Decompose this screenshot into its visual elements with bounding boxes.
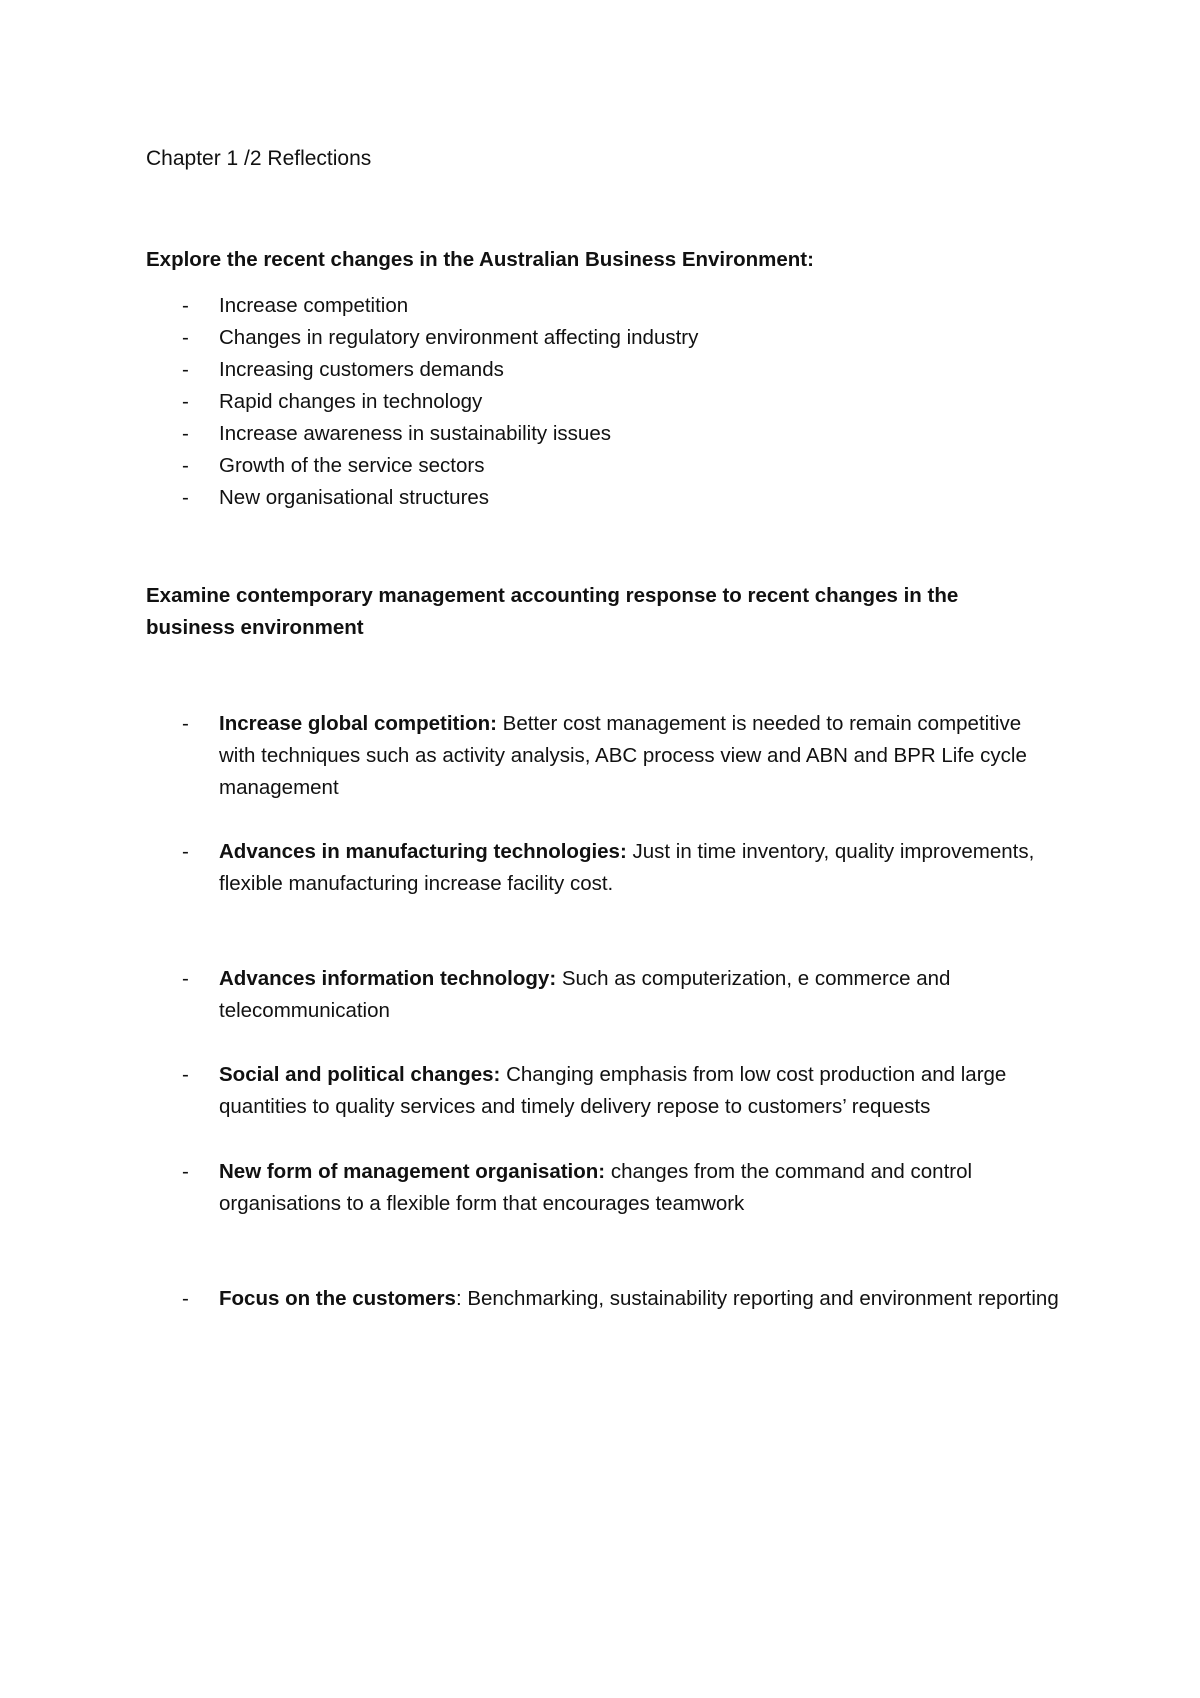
section2-heading: Examine contemporary management accounting response to recent changes in the business environment [146, 584, 959, 639]
bullet-dash: - [182, 712, 189, 735]
bullet-dash: - [182, 967, 189, 990]
list-item-text: Rapid changes in technology [219, 390, 483, 413]
list-item-text: Changing emphasis from low cost production and large quantities to quality services and timely delivery repose to customers’ requests [219, 1063, 1007, 1118]
list-item [0, 1059, 1059, 1123]
bullet-dash: - [182, 422, 189, 445]
list-item [0, 322, 1059, 354]
list-item-text: Growth of the service sectors [219, 454, 485, 477]
list-item-text: Increasing customers demands [219, 358, 504, 381]
list-item-term: Increase global competition: [219, 712, 497, 735]
bullet-dash: - [182, 390, 189, 413]
document-title: Chapter 1 /2 Reflections [146, 147, 372, 170]
list-item-text: New organisational structures [219, 486, 490, 509]
list-item [0, 418, 1059, 450]
list-item [0, 1283, 1059, 1315]
bullet-dash: - [182, 1160, 189, 1183]
list-item [0, 708, 1059, 804]
bullet-dash: - [182, 486, 189, 509]
section1-heading: Explore the recent changes in the Australian Business Environment: [146, 248, 814, 271]
list-item-text: Changes in regulatory environment affecting industry [219, 326, 699, 349]
list-item [0, 450, 1059, 482]
list-item [0, 963, 1059, 1027]
list-item [0, 354, 1059, 386]
list-item-term: Social and political changes: [219, 1063, 501, 1086]
bullet-dash: - [182, 1063, 189, 1086]
bullet-dash: - [182, 294, 189, 317]
list-item-text: Better cost management is needed to remain competitive with techniques such as activity analysis, ABC process view and ABN and BPR Life cycle management [219, 712, 1027, 799]
list-item-text: Just in time inventory, quality improvements, flexible manufacturing increase facility cost. [219, 840, 1035, 895]
list-item-term: Advances in manufacturing technologies: [219, 840, 627, 863]
list-item-text: changes from the command and control organisations to a flexible form that encourages teamwork [219, 1160, 973, 1215]
list-item [0, 836, 1059, 900]
bullet-dash: - [182, 1287, 189, 1310]
list-item-term: Advances information technology: [219, 967, 557, 990]
bullet-dash: - [182, 326, 189, 349]
list-item [0, 1156, 1059, 1220]
list-item [0, 290, 1059, 322]
bullet-dash: - [182, 358, 189, 381]
section1-list [0, 290, 1200, 514]
bullet-dash: - [182, 454, 189, 477]
list-item [0, 386, 1059, 418]
bullet-dash: - [182, 840, 189, 863]
list-item [0, 482, 1059, 514]
list-item-term: Focus on the customers [219, 1287, 456, 1310]
list-item-text: : Benchmarking, sustainability reporting and environment reporting [455, 1287, 1059, 1310]
list-item-text: Such as computerization, e commerce and telecommunication [219, 967, 951, 1022]
list-item-term: New form of management organisation: [219, 1160, 606, 1183]
list-item-text: Increase awareness in sustainability issues [219, 422, 611, 445]
list-item-text: Increase competition [219, 294, 409, 317]
